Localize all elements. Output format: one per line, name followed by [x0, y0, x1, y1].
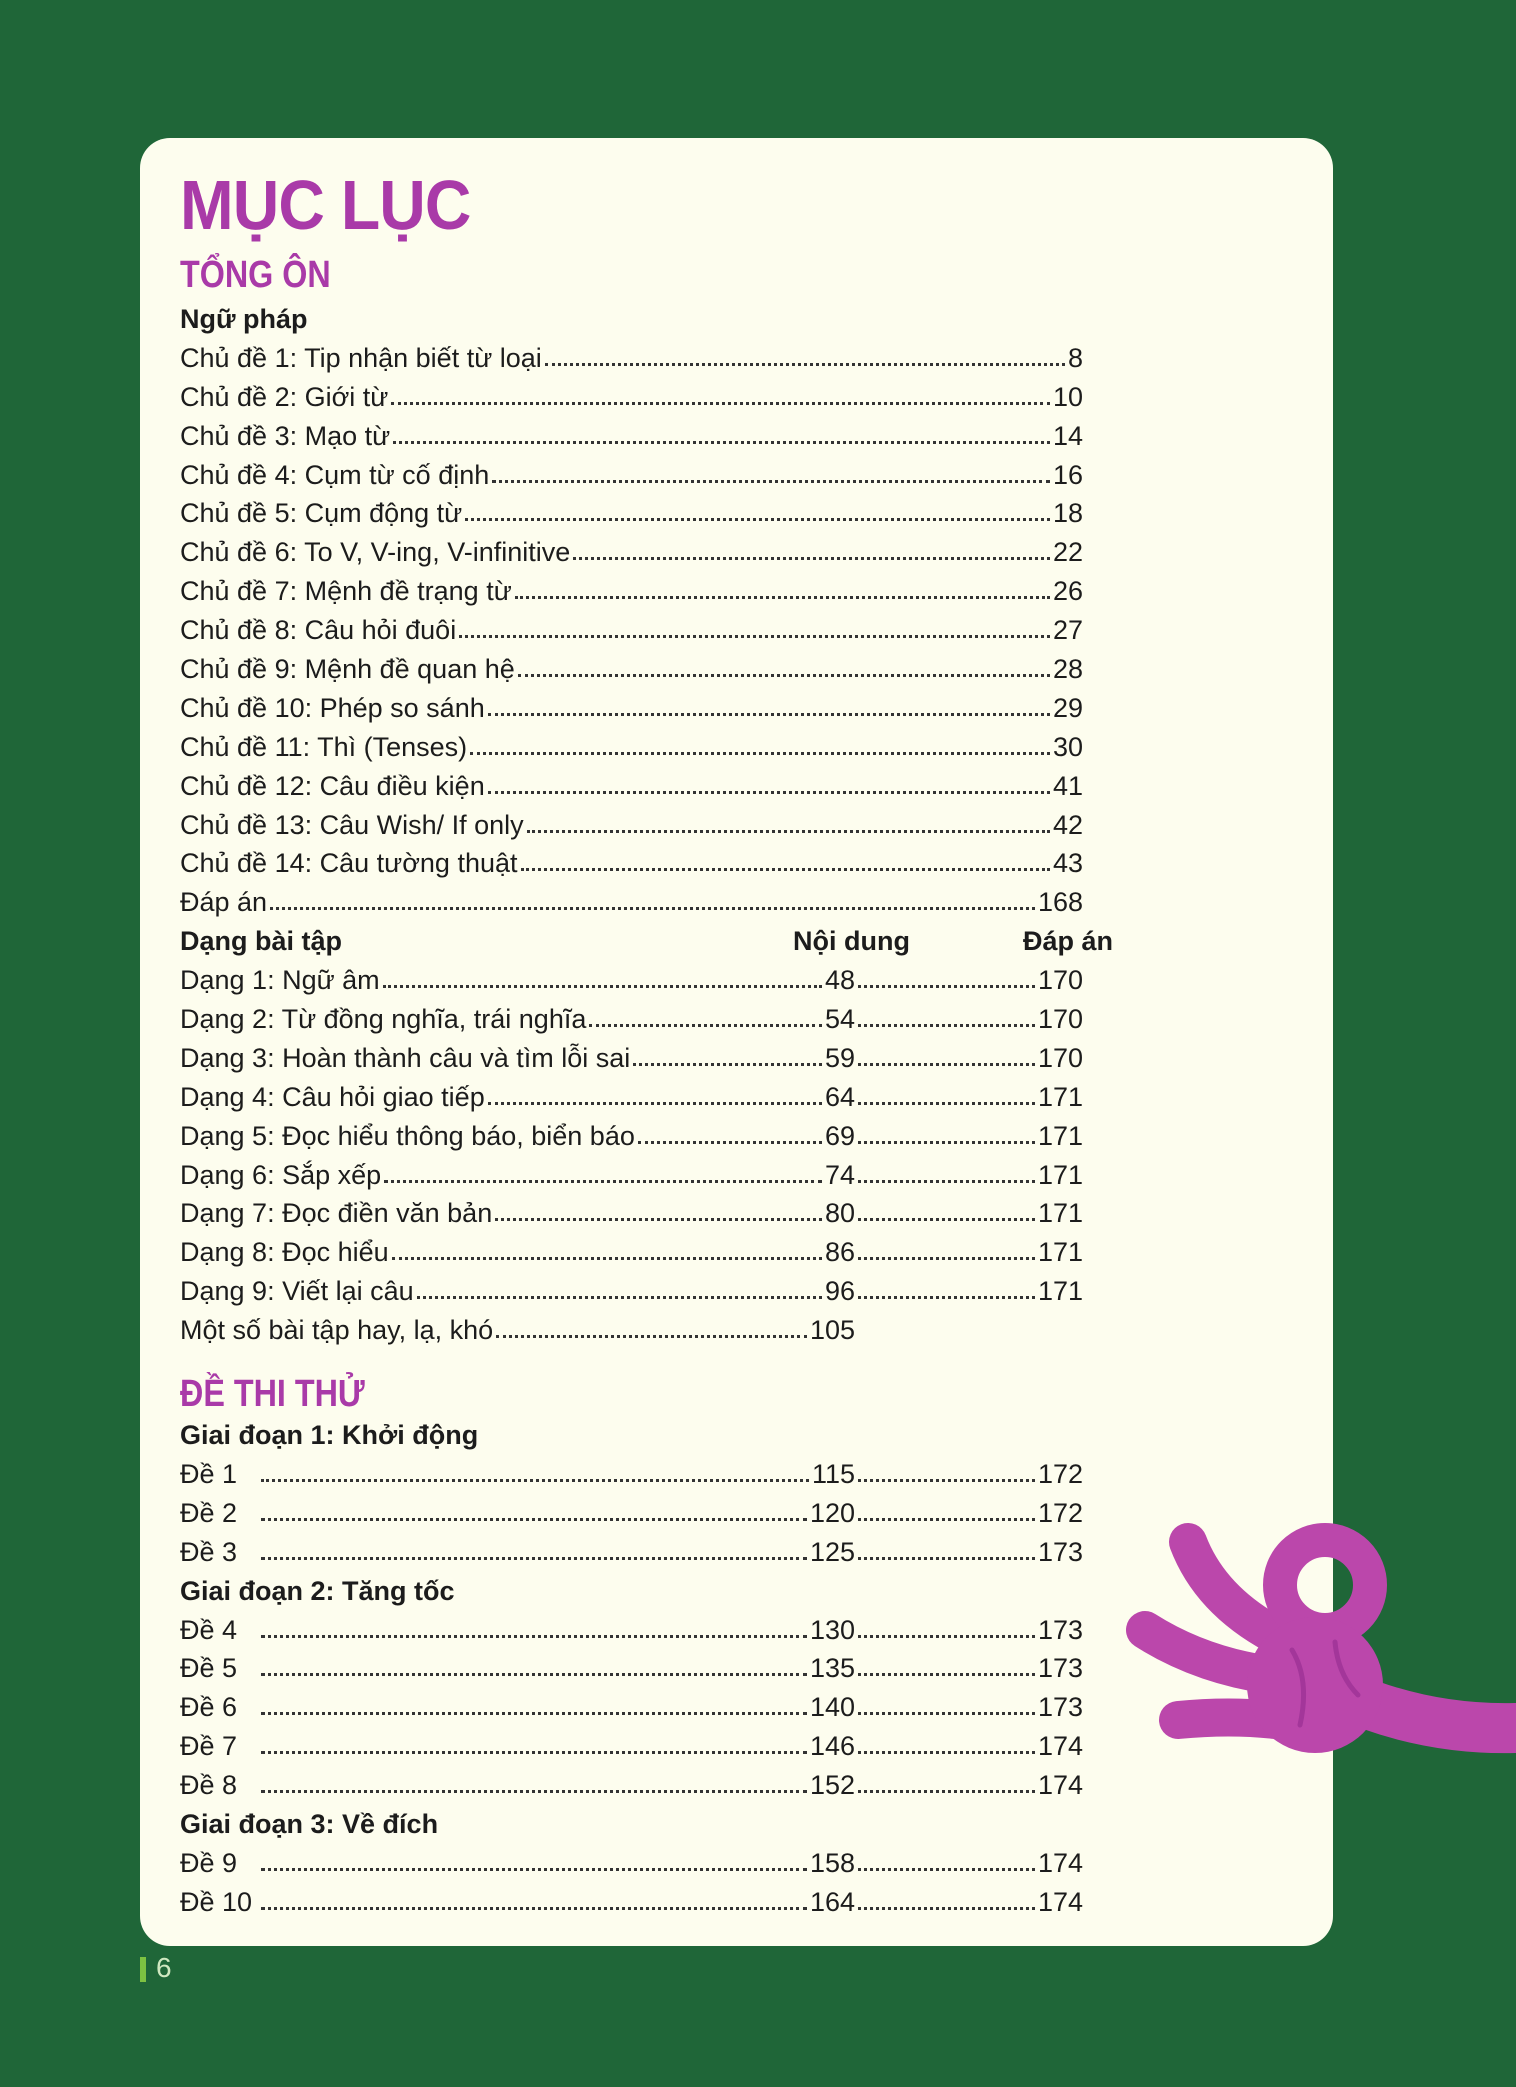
dot-leader — [384, 1156, 822, 1183]
entry-label: Một số bài tập hay, lạ, khó — [180, 1315, 494, 1346]
entry-page: 146 — [809, 1731, 855, 1762]
entry-page: 18 — [1052, 498, 1083, 529]
entry-label: Đề 9 — [180, 1847, 238, 1878]
dot-leader — [261, 1611, 807, 1638]
entry-label: Đề 1 — [180, 1458, 238, 1489]
entry-label: Dạng 2: Từ đồng nghĩa, trái nghĩa — [180, 1004, 587, 1035]
toc-entry[interactable] — [180, 494, 1120, 533]
entry-label: Dạng 4: Câu hỏi giao tiếp — [180, 1081, 485, 1112]
toc-entry[interactable] — [180, 1533, 1120, 1572]
entry-label: Chủ đề 13: Câu Wish/ If only — [180, 809, 524, 840]
entry-label: Dạng 3: Hoàn thành câu và tìm lỗi sai — [180, 1042, 631, 1073]
toc-entry[interactable] — [180, 1078, 1120, 1117]
toc-entry[interactable] — [180, 1233, 1120, 1272]
dot-leader — [858, 1844, 1035, 1871]
exercise-heading: Dạng bài tập — [180, 926, 343, 957]
entry-page: 54 — [824, 1004, 855, 1035]
stage-heading — [180, 1805, 1120, 1844]
dot-leader — [858, 1766, 1035, 1793]
entry-page: 174 — [1037, 1847, 1083, 1878]
dot-leader — [545, 339, 1065, 366]
entry-label: Chủ đề 6: To V, V-ing, V-infinitive — [180, 537, 571, 568]
toc-entry[interactable] — [180, 1272, 1120, 1311]
entry-page: 173 — [1037, 1692, 1083, 1723]
entry-page: 80 — [824, 1198, 855, 1229]
toc-entry[interactable] — [180, 1766, 1120, 1805]
dot-leader — [392, 1233, 822, 1260]
dot-leader — [261, 1533, 807, 1560]
entry-label: Chủ đề 4: Cụm từ cố định — [180, 459, 490, 490]
entry-page: 42 — [1052, 809, 1083, 840]
entry-page: 120 — [809, 1497, 855, 1528]
toc-entry[interactable] — [180, 1000, 1120, 1039]
entry-label: Chủ đề 12: Câu điều kiện — [180, 770, 485, 801]
entry-label: Chủ đề 7: Mệnh đề trạng từ — [180, 576, 512, 607]
entry-page: 170 — [1037, 1004, 1083, 1035]
dot-leader — [858, 1039, 1035, 1066]
dot-leader — [465, 494, 1050, 521]
dot-leader — [261, 1844, 807, 1871]
stage-heading — [180, 1572, 1120, 1611]
toc-entry[interactable] — [180, 844, 1120, 883]
toc-entry[interactable] — [180, 1039, 1120, 1078]
section-title-tong-on: TỔNG ÔN — [180, 254, 331, 296]
dot-leader — [470, 728, 1050, 755]
dot-leader — [417, 1272, 822, 1299]
entry-page: 30 — [1052, 731, 1083, 762]
entry-label: Chủ đề 3: Mạo từ — [180, 420, 391, 451]
dot-leader — [858, 1156, 1035, 1183]
dot-leader — [488, 1078, 822, 1105]
entry-label: Dạng 9: Viết lại câu — [180, 1276, 414, 1307]
exercise-header — [180, 922, 1120, 961]
entry-page: 174 — [1037, 1770, 1083, 1801]
entry-page: 59 — [824, 1042, 855, 1073]
page-marker — [140, 1957, 146, 1982]
entry-page: 171 — [1037, 1120, 1083, 1151]
toc-entry[interactable] — [180, 1156, 1120, 1195]
section-title-de-thi-thu: ĐỀ THI THỬ — [180, 1373, 365, 1416]
dot-leader — [261, 1688, 807, 1715]
entry-label: Đề 4 — [180, 1614, 238, 1645]
entry-page: 115 — [811, 1458, 855, 1489]
entry-page: 8 — [1067, 342, 1083, 373]
toc-entry[interactable] — [180, 339, 1120, 378]
entry-page: 170 — [1037, 965, 1083, 996]
toc-entry[interactable] — [180, 806, 1120, 845]
dot-leader — [633, 1039, 822, 1066]
entry-label: Đáp án — [180, 887, 268, 918]
toc-entry[interactable] — [180, 1311, 1120, 1350]
entry-page: 173 — [1037, 1614, 1083, 1645]
entry-label: Đề 7 — [180, 1731, 238, 1762]
page-number: 6 — [156, 1952, 172, 1983]
dot-leader — [393, 417, 1050, 444]
dot-leader — [638, 1117, 822, 1144]
dot-leader — [858, 1649, 1035, 1676]
toc-entry[interactable] — [180, 689, 1120, 728]
entry-page: 173 — [1037, 1536, 1083, 1567]
toc-entry[interactable] — [180, 1117, 1120, 1156]
toc-entry[interactable] — [180, 1494, 1120, 1533]
toc-entry[interactable] — [180, 572, 1120, 611]
dot-leader — [459, 611, 1050, 638]
dot-leader — [261, 1455, 809, 1482]
dot-leader — [858, 961, 1035, 988]
toc-entry[interactable] — [180, 728, 1120, 767]
entry-label: Chủ đề 14: Câu tường thuật — [180, 848, 518, 879]
entry-page: 170 — [1037, 1042, 1083, 1073]
entry-page: 74 — [824, 1159, 855, 1190]
col-answer: Đáp án — [1022, 926, 1113, 957]
entry-page: 64 — [824, 1081, 855, 1112]
toc-entry[interactable] — [180, 1194, 1120, 1233]
entry-page: 43 — [1052, 848, 1083, 879]
entry-page: 10 — [1052, 381, 1083, 412]
entry-page: 22 — [1052, 537, 1083, 568]
dot-leader — [527, 806, 1050, 833]
toc-entry[interactable] — [180, 533, 1120, 572]
dot-leader — [858, 1611, 1035, 1638]
entry-page: 86 — [824, 1237, 855, 1268]
dot-leader — [521, 844, 1050, 871]
toc-entry[interactable] — [180, 1688, 1120, 1727]
entry-page: 172 — [1037, 1458, 1083, 1489]
toc-entry[interactable] — [180, 611, 1120, 650]
entry-label: Dạng 8: Đọc hiểu — [180, 1237, 389, 1268]
dot-leader — [261, 1649, 807, 1676]
entry-page: 164 — [809, 1886, 855, 1917]
grammar-heading — [180, 300, 1120, 339]
dot-leader — [261, 1494, 807, 1521]
ok-hand-illustration — [1100, 1480, 1516, 1780]
entry-page: 152 — [809, 1770, 855, 1801]
dot-leader — [858, 1727, 1035, 1754]
entry-label: Đề 8 — [180, 1770, 238, 1801]
entry-page: 26 — [1052, 576, 1083, 607]
dot-leader — [515, 572, 1050, 599]
dot-leader — [589, 1000, 822, 1027]
entry-page: 140 — [809, 1692, 855, 1723]
entry-page: 171 — [1037, 1276, 1083, 1307]
entry-label: Đề 10 — [180, 1886, 253, 1917]
toc-entry[interactable] — [180, 961, 1120, 1000]
entry-page: 174 — [1037, 1886, 1083, 1917]
dot-leader — [261, 1883, 807, 1910]
entry-page: 174 — [1037, 1731, 1083, 1762]
dot-leader — [383, 961, 822, 988]
entry-page: 173 — [1037, 1653, 1083, 1684]
toc-entry[interactable] — [180, 456, 1120, 495]
entry-page: 28 — [1052, 654, 1083, 685]
entry-page: 172 — [1037, 1497, 1083, 1528]
entry-page: 171 — [1037, 1198, 1083, 1229]
toc-entry[interactable] — [180, 650, 1120, 689]
entry-page: 96 — [824, 1276, 855, 1307]
entry-label: Chủ đề 11: Thì (Tenses) — [180, 731, 468, 762]
entry-label: Dạng 7: Đọc điền văn bản — [180, 1198, 493, 1229]
dot-leader — [492, 456, 1050, 483]
toc-entry[interactable] — [180, 378, 1120, 417]
dot-leader — [488, 689, 1050, 716]
entry-label: Dạng 5: Đọc hiểu thông báo, biển báo — [180, 1120, 635, 1151]
entry-label: Đề 5 — [180, 1653, 238, 1684]
dot-leader — [858, 1272, 1035, 1299]
dot-leader — [391, 378, 1050, 405]
stage-heading — [180, 1416, 1120, 1455]
entry-page: 16 — [1052, 459, 1083, 490]
entry-label: Dạng 1: Ngữ âm — [180, 965, 380, 996]
entry-label: Đề 2 — [180, 1497, 238, 1528]
entry-label: Chủ đề 10: Phép so sánh — [180, 692, 485, 723]
toc-entry[interactable] — [180, 1611, 1120, 1650]
entry-page: 171 — [1037, 1237, 1083, 1268]
page-title: MỤC LỤC — [180, 166, 471, 244]
table-of-contents — [180, 160, 1120, 1922]
dot-leader — [858, 1533, 1035, 1560]
entry-page: 171 — [1037, 1081, 1083, 1112]
dot-leader — [261, 1766, 807, 1793]
dot-leader — [488, 767, 1050, 794]
entry-label: Chủ đề 1: Tip nhận biết từ loại — [180, 342, 542, 373]
dot-leader — [858, 1494, 1035, 1521]
dot-leader — [270, 883, 1035, 910]
entry-label: Chủ đề 9: Mệnh đề quan hệ — [180, 654, 515, 685]
entry-page: 41 — [1052, 770, 1083, 801]
toc-entry[interactable] — [180, 1727, 1120, 1766]
stage-heading-text: Giai đoạn 1: Khởi động — [180, 1420, 479, 1451]
entry-page: 14 — [1052, 420, 1083, 451]
toc-entry[interactable] — [180, 1649, 1120, 1688]
entry-label: Đề 3 — [180, 1536, 238, 1567]
entry-page: 105 — [809, 1315, 855, 1346]
toc-entry[interactable] — [180, 883, 1120, 922]
entry-label: Dạng 6: Sắp xếp — [180, 1159, 382, 1190]
entry-label: Chủ đề 2: Giới từ — [180, 381, 389, 412]
entry-page: 125 — [809, 1536, 855, 1567]
dot-leader — [858, 1455, 1035, 1482]
dot-leader — [496, 1311, 807, 1338]
entry-page: 168 — [1037, 887, 1083, 918]
entry-page: 29 — [1052, 692, 1083, 723]
toc-entry[interactable] — [180, 1455, 1120, 1494]
dot-leader — [858, 1688, 1035, 1715]
dot-leader — [858, 1233, 1035, 1260]
entry-page: 130 — [809, 1614, 855, 1645]
dot-leader — [858, 1078, 1035, 1105]
dot-leader — [495, 1194, 822, 1221]
toc-entry[interactable] — [180, 767, 1120, 806]
entry-page: 48 — [824, 965, 855, 996]
toc-entry[interactable] — [180, 417, 1120, 456]
dot-leader — [261, 1727, 807, 1754]
dot-leader — [858, 1194, 1035, 1221]
entry-page: 171 — [1037, 1159, 1083, 1190]
stage-heading-text: Giai đoạn 3: Về đích — [180, 1808, 439, 1839]
dot-leader — [858, 1117, 1035, 1144]
toc-entry[interactable] — [180, 1844, 1120, 1883]
dot-leader — [858, 1883, 1035, 1910]
dot-leader — [518, 650, 1050, 677]
entry-page: 158 — [809, 1847, 855, 1878]
heading-text: Ngữ pháp — [180, 304, 308, 334]
dot-leader — [858, 1000, 1035, 1027]
entry-label: Chủ đề 8: Câu hỏi đuôi — [180, 615, 457, 646]
toc-entry[interactable] — [180, 1883, 1120, 1922]
col-content: Nội dung — [793, 926, 910, 957]
entry-page: 69 — [824, 1120, 855, 1151]
entry-page: 27 — [1052, 615, 1083, 646]
entry-page: 135 — [809, 1653, 855, 1684]
dot-leader — [573, 533, 1050, 560]
entry-label: Chủ đề 5: Cụm động từ — [180, 498, 463, 529]
stage-heading-text: Giai đoạn 2: Tăng tốc — [180, 1575, 455, 1606]
entry-label: Đề 6 — [180, 1692, 238, 1723]
